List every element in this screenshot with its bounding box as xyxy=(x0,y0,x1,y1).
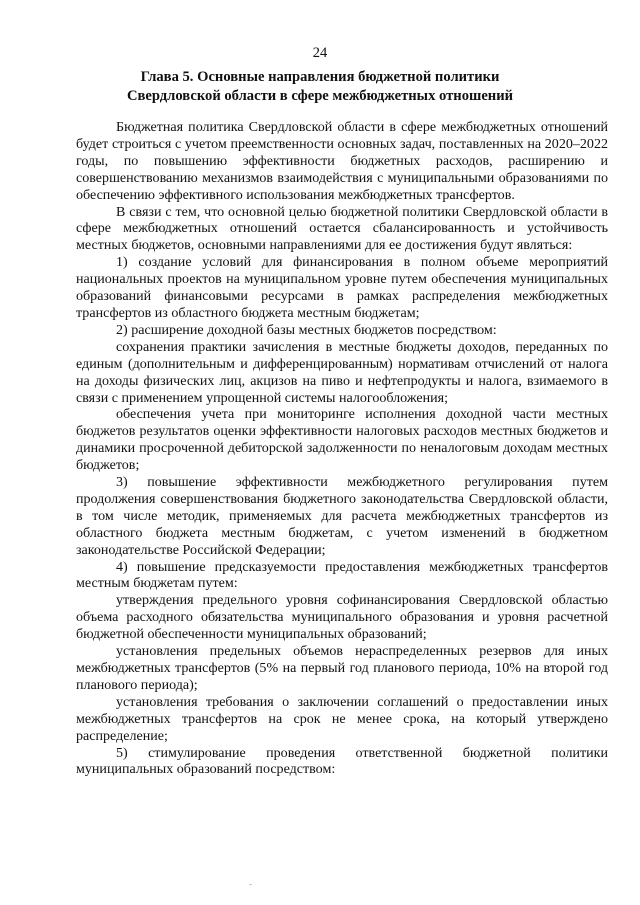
paragraph-item-4: 4) повышение предсказуемости предоставления межбюджетных трансфертов местным бюджетам путем: xyxy=(76,558,608,592)
paragraph-item-3: 3) повышение эффективности межбюджетного регулирования путем продолжения совершенствования бюджетного законодательства Свердловской области, в том числе методик, применяемых для расчета межбюджетных трансфертов из областного бюджета местным бюджетам, с учетом изменений в бюджетном законодательстве Российской Федерации; xyxy=(76,474,608,558)
paragraph-item-1: 1) создание условий для финансирования в полном объеме мероприятий национальных проектов на муниципальном уровне путем обеспечения муниципальных образований финансовыми ресурсами в рамках распределения межбюджетных трансфертов из областного бюджета местным бюджетам; xyxy=(76,254,608,321)
paragraph-item-2-sub-2: обеспечения учета при мониторинге исполнения доходной части местных бюджетов результатов оценки эффективности налоговых расходов местных бюджетов и динамики просроченной дебиторской задолженности по неналоговым доходам местных бюджетов; xyxy=(76,406,608,474)
paragraph-item-2-sub-1: сохранения практики зачисления в местные бюджеты доходов, переданных по единым (дополнительным и дифференцированным) нормативам отчислений от налога на доходы физических лиц, акцизов на пиво и нефтепродукты и налога, взимаемого в связи с применением упрощенной системы налогообложения; xyxy=(76,338,608,406)
body-text xyxy=(76,119,608,778)
chapter-title-line-1: Глава 5. Основные направления бюджетной политики xyxy=(140,69,500,85)
scan-dot xyxy=(249,884,252,885)
paragraph-item-4-sub-2: установления предельных объемов нераспределенных резервов для иных межбюджетных трансфертов (5% на первый год планового периода, 10% на второй год планового периода); xyxy=(76,643,608,693)
paragraph-intro: Бюджетная политика Свердловской области в сфере межбюджетных отношений будет строиться с учетом преемственности основных задач, поставленных на 2020–2022 годы, по повышению эффективности бюджетных расходов, расширению и совершенствованию механизмов взаимодействия с муниципальными образованиями по обеспечению эффективного использования межбюджетных трансфертов. xyxy=(76,119,608,203)
paragraph-item-4-sub-1: утверждения предельного уровня софинансирования Свердловской областью объема расходного обязательства муниципального образования и уровня расчетной бюджетной обеспеченности муниципальных образований; xyxy=(76,592,608,643)
chapter-title xyxy=(70,68,570,105)
paragraph-item-2: 2) расширение доходной базы местных бюджетов посредством: xyxy=(116,321,497,338)
paragraph-item-4-sub-3: установления требования о заключении соглашений о предоставлении иных межбюджетных трансфертов на срок не менее срока, на который утверждено распределение; xyxy=(76,693,608,744)
paragraph-goal: В связи с тем, что основной целью бюджетной политики Свердловской области в сфере межбюджетных отношений остается сбалансированность и устойчивость местных бюджетов, основными направлениями для ее достижения будут являться: xyxy=(76,203,608,254)
page-number: 24 xyxy=(312,45,328,61)
chapter-title-line-2: Свердловской области в сфере межбюджетных отношений xyxy=(126,87,514,104)
paragraph-item-5: 5) стимулирование проведения ответственной бюджетной политики муниципальных образований посредством: xyxy=(76,744,608,778)
